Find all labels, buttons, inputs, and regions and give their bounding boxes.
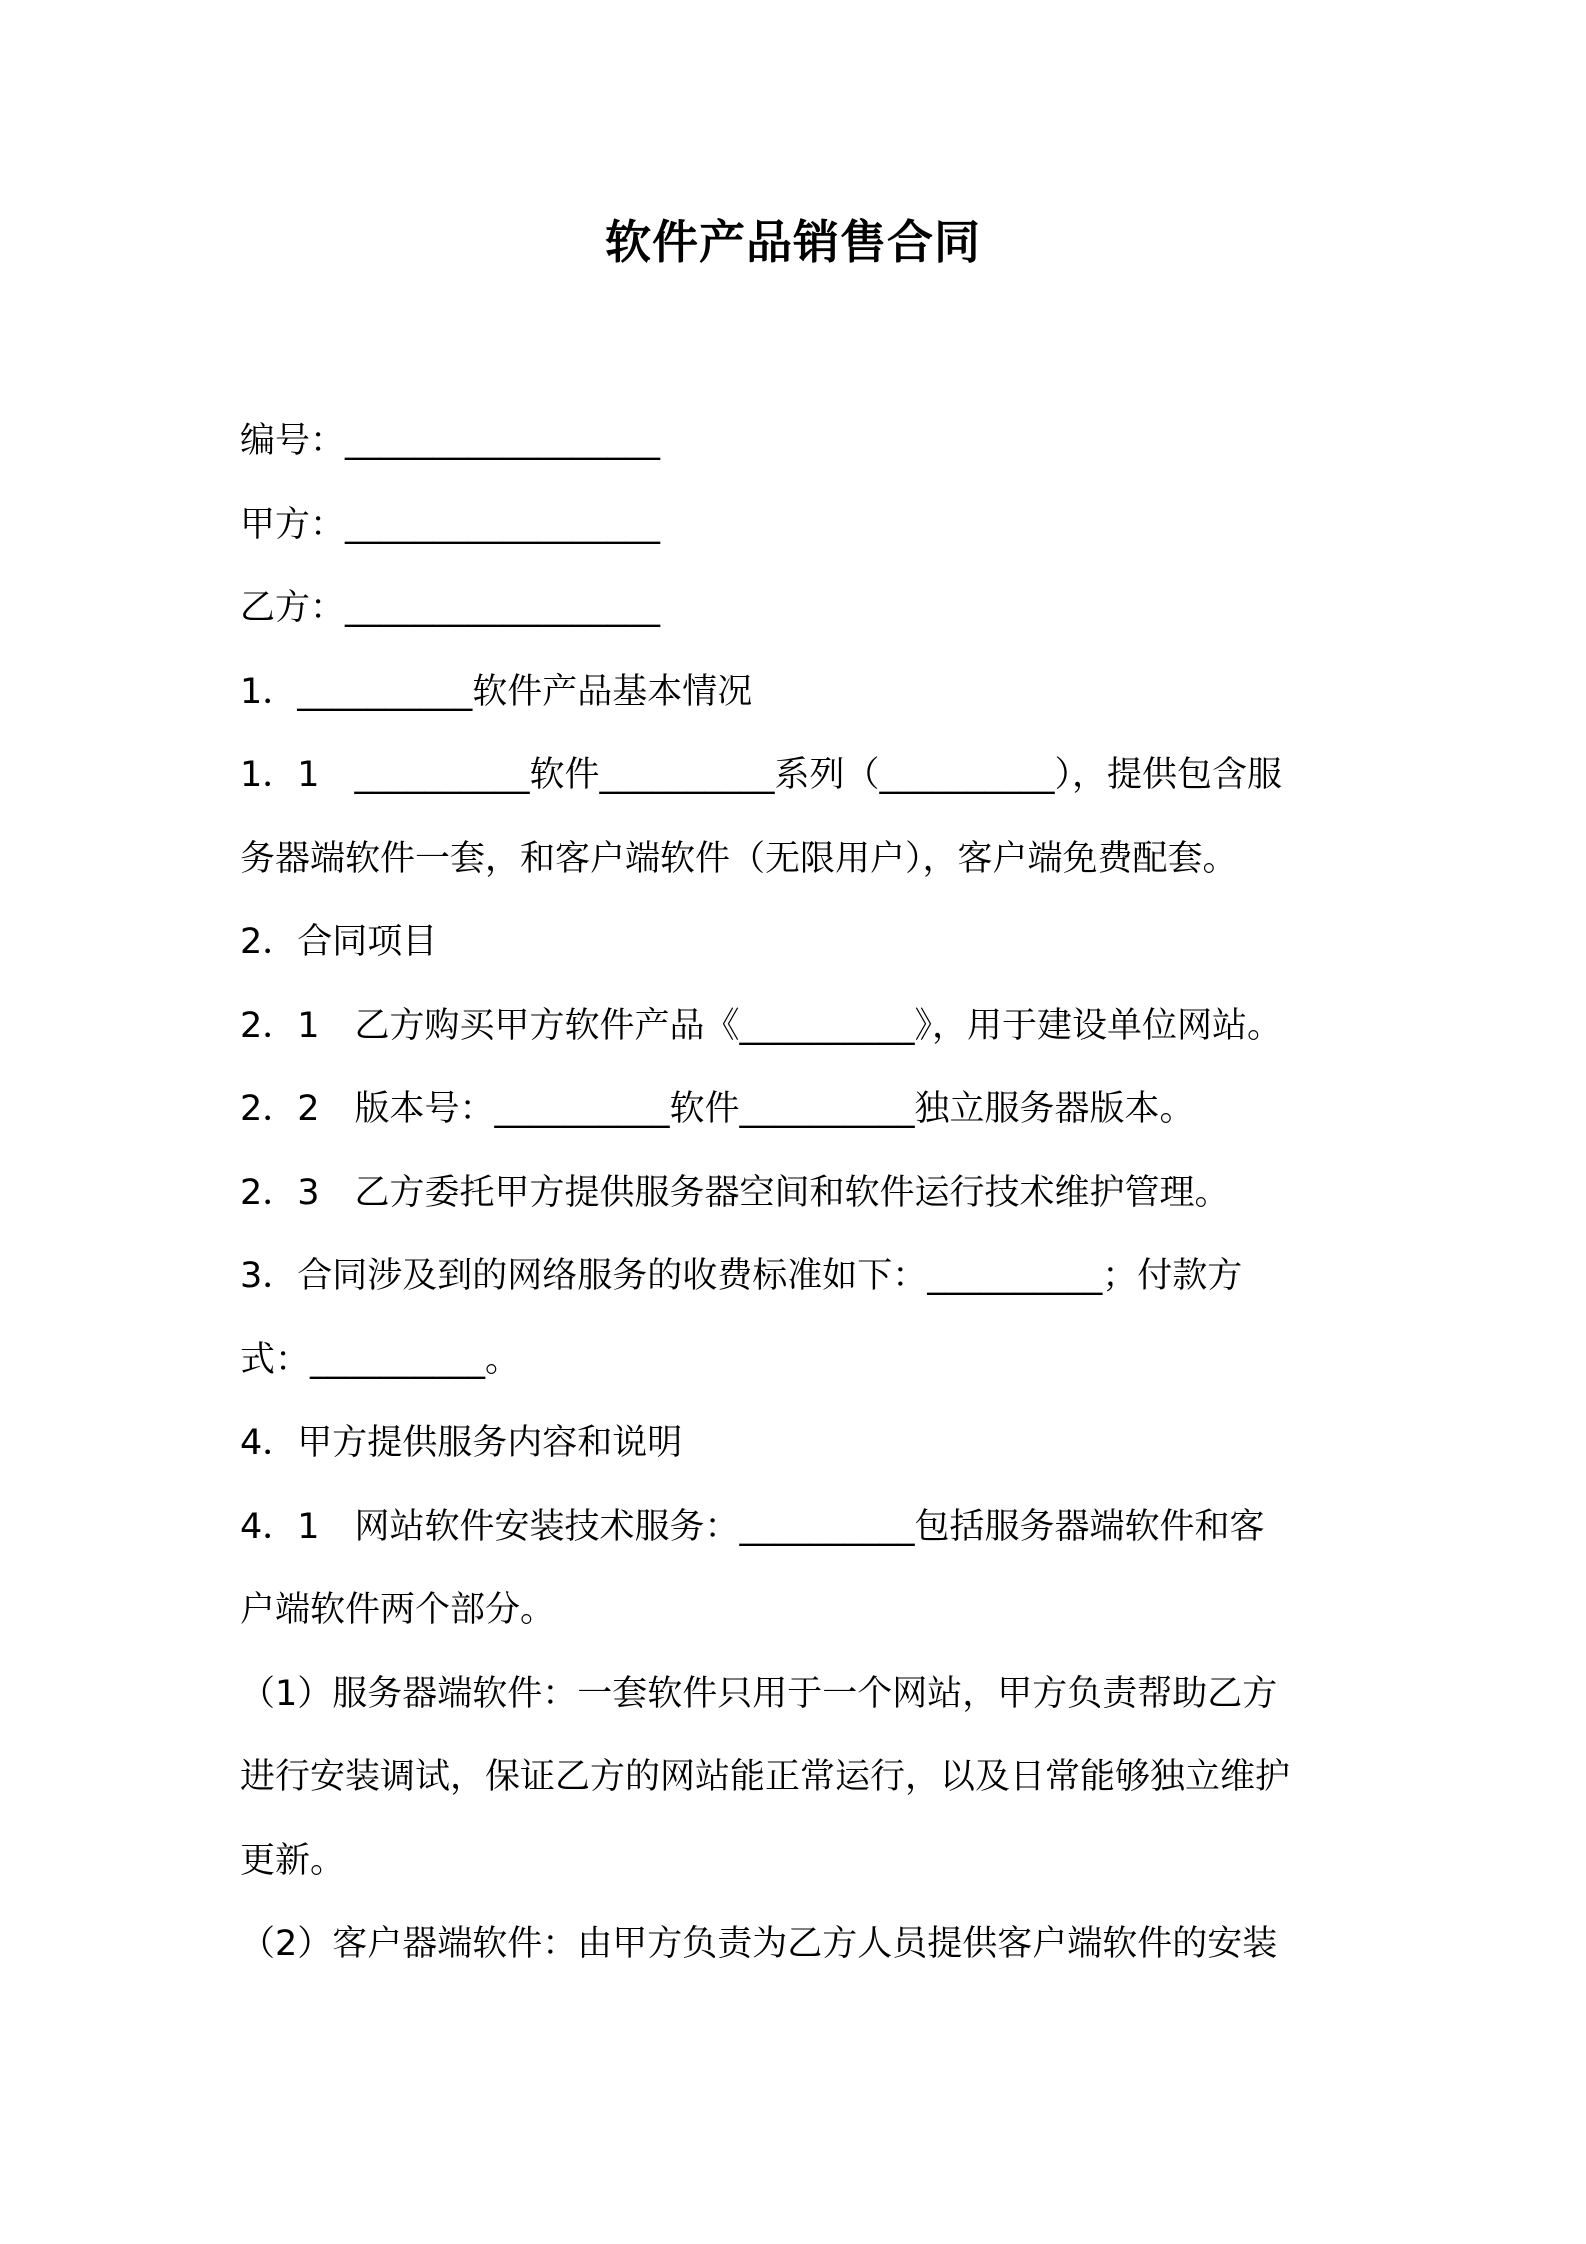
- section-3-line-1: 3．合同涉及到的网络服务的收费标准如下：__________；付款方: [240, 1256, 1243, 1296]
- document-body: [240, 400, 1350, 1987]
- field-party-b: 乙方：__________________: [240, 588, 661, 628]
- field-number: 编号：__________________: [240, 421, 661, 461]
- clause-2-1: 2．1 乙方购买甲方软件产品《__________》，用于建设单位网站。: [240, 1005, 1283, 1046]
- item-1-line-1: （1）服务器端软件：一套软件只用于一个网站，甲方负责帮助乙方: [240, 1673, 1278, 1714]
- document-title: 软件产品销售合同: [605, 215, 981, 269]
- item-1-line-3: 更新。: [240, 1840, 346, 1881]
- item-1-line-2: 进行安装调试，保证乙方的网站能正常运行，以及日常能够独立维护: [240, 1757, 1291, 1797]
- field-party-a: 甲方：__________________: [240, 504, 661, 545]
- item-2-line-1: （2）客户器端软件：由甲方负责为乙方人员提供客户端软件的安装: [240, 1924, 1278, 1964]
- clause-1-1-line-2: 务器端软件一套，和客户端软件（无限用户），客户端免费配套。: [240, 838, 1238, 879]
- clause-2-3: 2．3 乙方委托甲方提供服务器空间和软件运行技术维护管理。: [240, 1172, 1230, 1213]
- section-4-heading: 4．甲方提供服务内容和说明: [240, 1423, 683, 1463]
- clause-4-1-line-2: 户端软件两个部分。: [240, 1590, 556, 1630]
- section-1-heading: 1．__________软件产品基本情况: [240, 671, 753, 712]
- clause-4-1-line-1: 4．1 网站软件安装技术服务：__________包括服务器端软件和客: [240, 1506, 1265, 1547]
- clause-2-2: 2．2 版本号：__________软件__________独立服务器版本。: [240, 1089, 1195, 1129]
- section-2-heading: 2．合同项目: [240, 922, 438, 962]
- section-3-line-2: 式：__________。: [240, 1339, 521, 1380]
- clause-1-1-line-1: 1．1 __________软件__________系列（__________），提供包含服: [240, 755, 1283, 795]
